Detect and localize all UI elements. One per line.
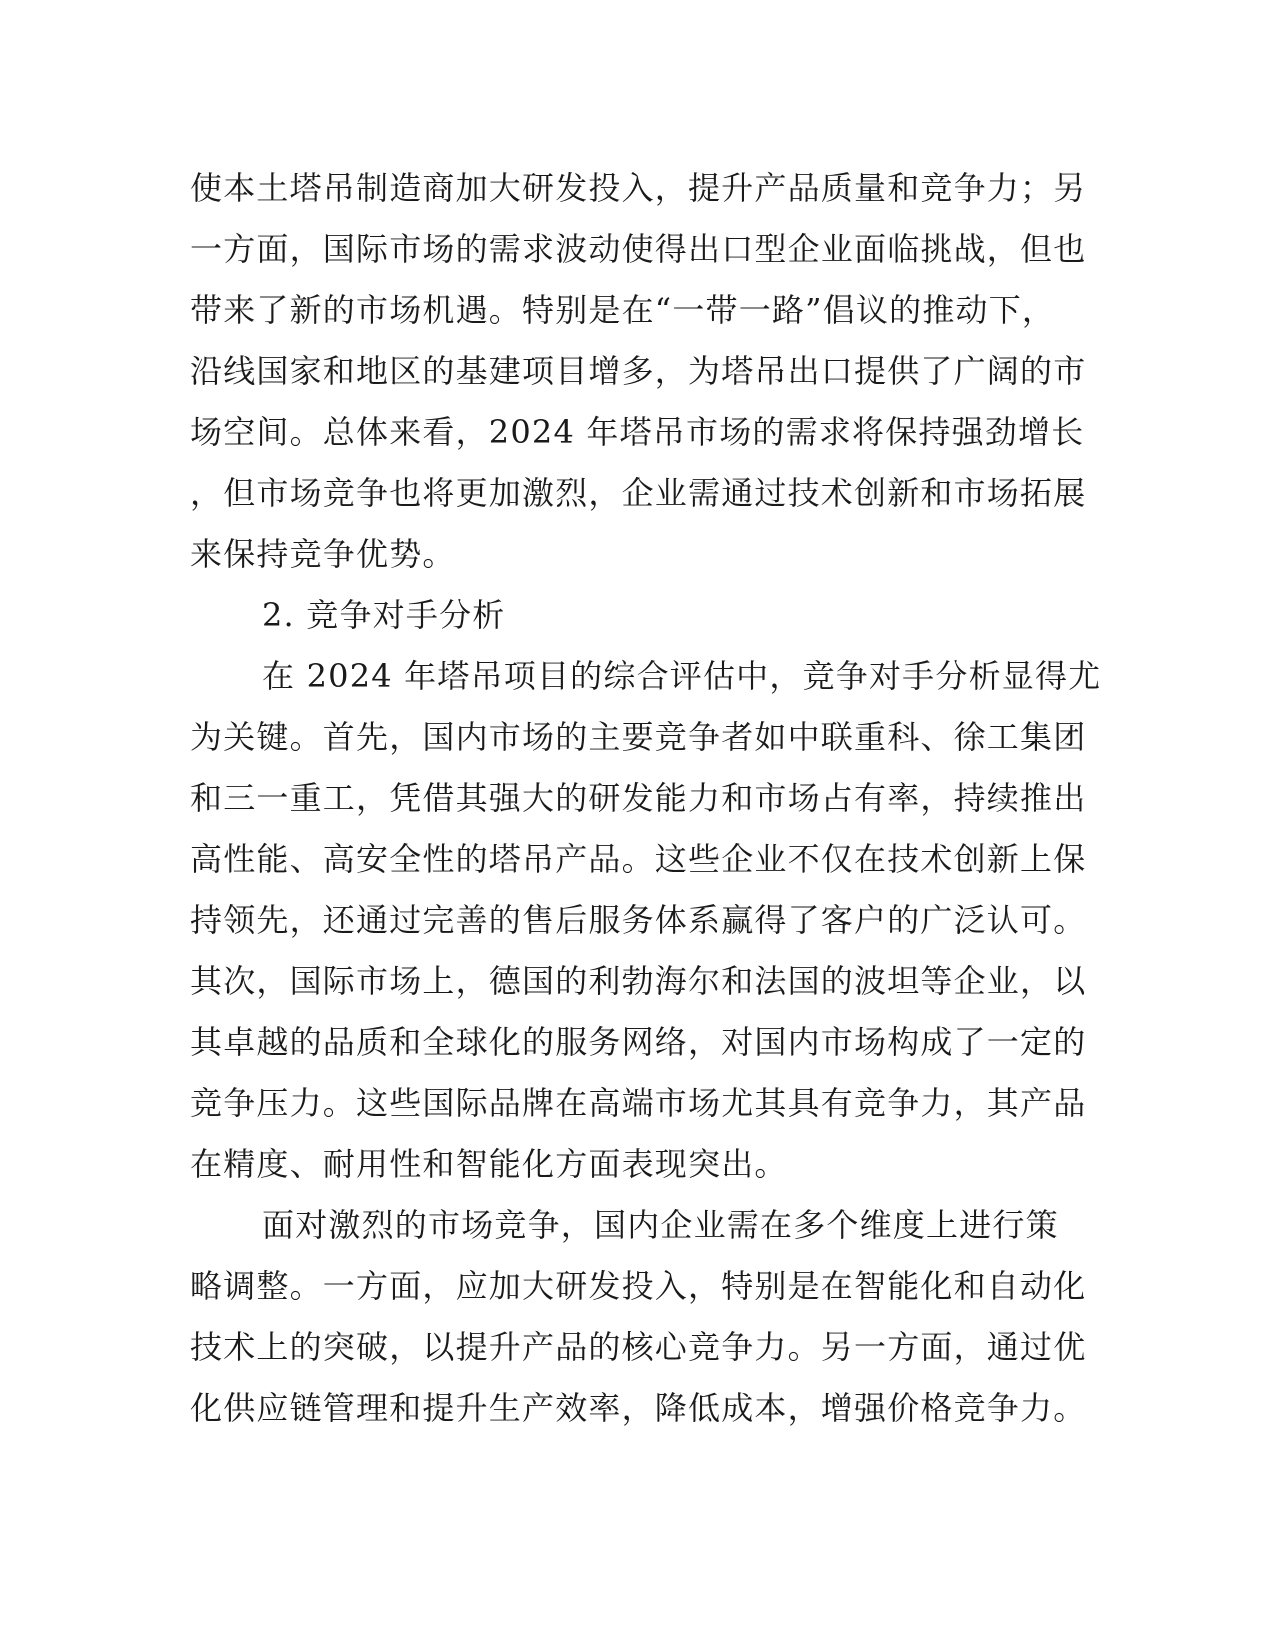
paragraph-line: ，但市场竞争也将更加激烈，企业需通过技术创新和市场拓展 xyxy=(190,474,1087,512)
paragraph-line: 其次，国际市场上，德国的利勃海尔和法国的波坦等企业，以 xyxy=(190,962,1087,1000)
paragraph-competitor-analysis xyxy=(190,646,1102,1195)
paragraph-line: 为关键。首先，国内市场的主要竞争者如中联重科、徐工集团 xyxy=(190,718,1087,756)
paragraph-line: 在 2024 年塔吊项目的综合评估中，竞争对手分析显得尤 xyxy=(262,657,1102,695)
paragraph-line: 持领先，还通过完善的售后服务体系赢得了客户的广泛认可。 xyxy=(190,901,1087,939)
paragraph-strategy xyxy=(190,1195,1090,1439)
paragraph-line: 在精度、耐用性和智能化方面表现突出。 xyxy=(190,1145,788,1183)
section-heading: 2. 竞争对手分析 xyxy=(262,596,506,634)
paragraph-line: 竞争压力。这些国际品牌在高端市场尤其具有竞争力，其产品 xyxy=(190,1084,1087,1122)
paragraph-line: 化供应链管理和提升生产效率，降低成本，增强价格竞争力。 xyxy=(190,1389,1087,1427)
paragraph-line: 带来了新的市场机遇。特别是在“一带一路”倡议的推动下， xyxy=(190,291,1056,329)
paragraph-line: 高性能、高安全性的塔吊产品。这些企业不仅在技术创新上保 xyxy=(190,840,1087,878)
paragraph-market-demand xyxy=(190,158,1090,585)
paragraph-line: 使本土塔吊制造商加大研发投入，提升产品质量和竞争力；另 xyxy=(190,169,1087,207)
paragraph-line: 一方面，国际市场的需求波动使得出口型企业面临挑战，但也 xyxy=(190,230,1087,268)
paragraph-line: 技术上的突破，以提升产品的核心竞争力。另一方面，通过优 xyxy=(190,1328,1087,1366)
body-text xyxy=(190,158,1102,1439)
paragraph-line: 和三一重工，凭借其强大的研发能力和市场占有率，持续推出 xyxy=(190,779,1087,817)
paragraph-line: 场空间。总体来看，2024 年塔吊市场的需求将保持强劲增长 xyxy=(190,413,1085,451)
paragraph-line: 略调整。一方面，应加大研发投入，特别是在智能化和自动化 xyxy=(190,1267,1087,1305)
paragraph-line: 其卓越的品质和全球化的服务网络，对国内市场构成了一定的 xyxy=(190,1023,1087,1061)
paragraph-line: 沿线国家和地区的基建项目增多，为塔吊出口提供了广阔的市 xyxy=(190,352,1087,390)
paragraph-line: 来保持竞争优势。 xyxy=(190,535,456,573)
paragraph-line: 面对激烈的市场竞争，国内企业需在多个维度上进行策 xyxy=(262,1206,1059,1244)
